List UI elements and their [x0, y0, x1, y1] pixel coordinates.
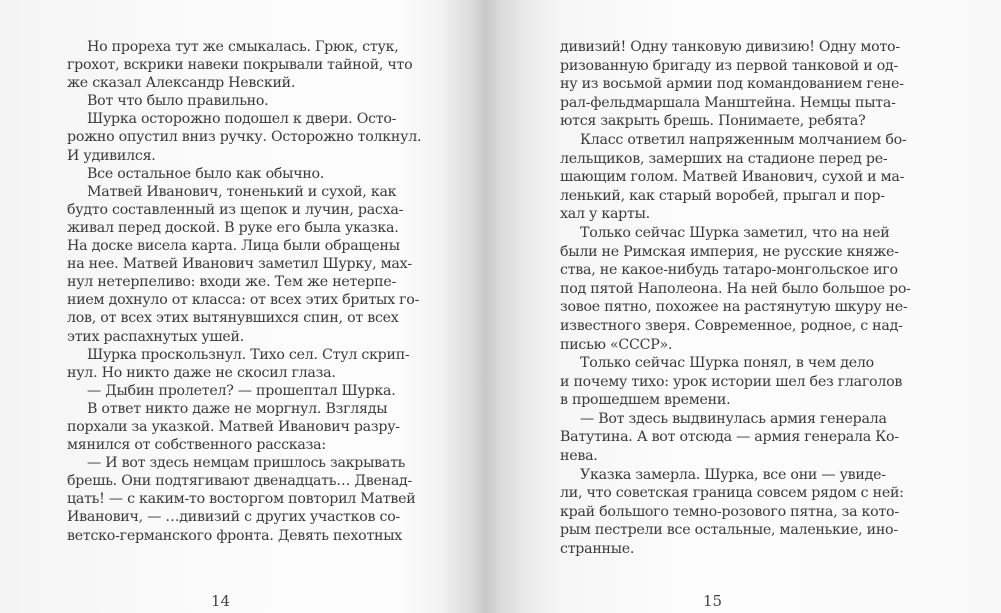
text-line: Только сейчас Шурка понял, в чем дело	[580, 355, 874, 372]
text-line: писью «СССР».	[560, 336, 673, 353]
text-line: брешь. Они подтягивают двенадцать… Двенад-	[67, 473, 413, 490]
text-line: ну из восьмой армии под командованием гене-	[560, 76, 904, 93]
text-line: рым пестрели все остальные, маленькие, ино-	[560, 522, 898, 539]
text-line: Но прореха тут же смыкалась. Грюк, стук,	[87, 39, 399, 55]
text-line: лов, от всех этих вытянувшихся спин, от всех	[67, 310, 399, 327]
text-line: Только сейчас Шурка заметил, что на ней	[580, 224, 890, 241]
text-line: Шурка осторожно подошел к двери. Осто-	[87, 111, 397, 128]
text-line: В ответ никто даже не моргнул. Взгляды	[87, 400, 388, 417]
text-line: зовое пятно, похожее на растянутую шкуру не-	[560, 299, 908, 316]
right-page-text	[560, 38, 911, 559]
text-line: Иванович, — …дивизий с других участков со-	[67, 509, 401, 526]
text-line: Матвей Иванович, тоненький и сухой, как	[87, 183, 397, 200]
text-line: Указка замерла. Шурка, все они — увиде-	[580, 466, 886, 483]
text-line: рал-фельдмаршала Манштейна. Немцы пыта-	[560, 94, 896, 111]
text-line: цать! — с каким-то восторгом повторил Матвей	[67, 491, 416, 508]
text-line: живал перед доской. В руке его была указка.	[67, 219, 399, 236]
text-line: ленький, как старый воробей, прыгал и пор-	[560, 187, 885, 204]
text-line: нул. Но никто даже не скосил глаза.	[67, 364, 336, 381]
text-line: ются закрыть брешь. Понимаете, ребята?	[560, 113, 866, 130]
text-line: мянился от собственного рассказа:	[67, 437, 326, 454]
right-page-number: 15	[703, 592, 723, 610]
text-line: — И вот здесь немцам пришлось закрывать	[87, 455, 406, 472]
text-line: И удивился.	[67, 147, 156, 164]
text-line: ризованную бригаду из первой танковой и од-	[560, 57, 899, 74]
text-line: порхали за указкой. Матвей Иванович разру-	[67, 418, 400, 435]
text-line: Класс ответил напряженным молчанием бо-	[580, 131, 907, 148]
text-line: ства, не какое-нибудь татаро-монгольское иго	[560, 262, 898, 279]
text-line: будто составленный из щепок и лучин, расха-	[67, 201, 404, 218]
text-line: — Дыбин пролетел? — прошептал Шурка.	[87, 382, 396, 399]
text-line: рожно опустил вниз ручку. Осторожно толкнул.	[67, 129, 422, 146]
text-line: ли, что советская граница совсем рядом с ней:	[560, 485, 904, 502]
text-line: Все остальное было как обычно.	[87, 165, 325, 182]
text-line: и почему тихо: урок истории шел без глаголов	[560, 373, 903, 390]
text-line: Шурка проскользнул. Тихо сел. Стул скрип-	[87, 346, 410, 363]
text-line: хал у карты.	[560, 206, 650, 223]
text-line: дивизий! Одну танковую дивизию! Одну мото-	[560, 39, 900, 55]
text-line: край большого темно-розового пятна, за кото-	[560, 503, 899, 520]
text-line: — Вот здесь выдвинулась армия генерала	[580, 410, 887, 427]
text-line: были не Римская империя, не русские княже-	[560, 243, 899, 260]
text-line: странные.	[560, 541, 635, 558]
text-line: нул нетерпеливо: входи же. Тем же нетерпе-	[67, 274, 397, 291]
text-line: под пятой Наполеона. На ней было большое ро-	[560, 280, 911, 297]
text-line: этих распахнутых ушей.	[67, 328, 245, 345]
text-line: Ватутина. А вот отсюда — армия генерала Ко-	[560, 429, 899, 446]
text-line: лельщиков, замерших на стадионе перед ре-	[560, 150, 888, 167]
text-line: шающим голом. Матвей Иванович, сухой и ма-	[560, 169, 905, 186]
text-line: На доске висела карта. Лица были обращены	[67, 238, 400, 255]
left-page-number: 14	[211, 592, 231, 610]
text-line: грохот, вскрики навеки покрывали тайной, что	[67, 57, 413, 74]
text-line: же сказал Александр Невский.	[67, 75, 296, 92]
text-line: нием дохнуло от класса: от всех этих бритых го-	[67, 292, 420, 309]
text-line: на нее. Матвей Иванович заметил Шурку, мах-	[67, 256, 412, 273]
text-line: известного зверя. Современное, родное, с над-	[560, 317, 903, 334]
text-line: ветско-германского фронта. Девять пехотных	[67, 527, 403, 544]
text-line: нева.	[560, 448, 598, 465]
left-page-text	[67, 38, 422, 545]
text-line: в прошедшем времени.	[560, 392, 731, 409]
text-line: Вот что было правильно.	[87, 93, 269, 110]
